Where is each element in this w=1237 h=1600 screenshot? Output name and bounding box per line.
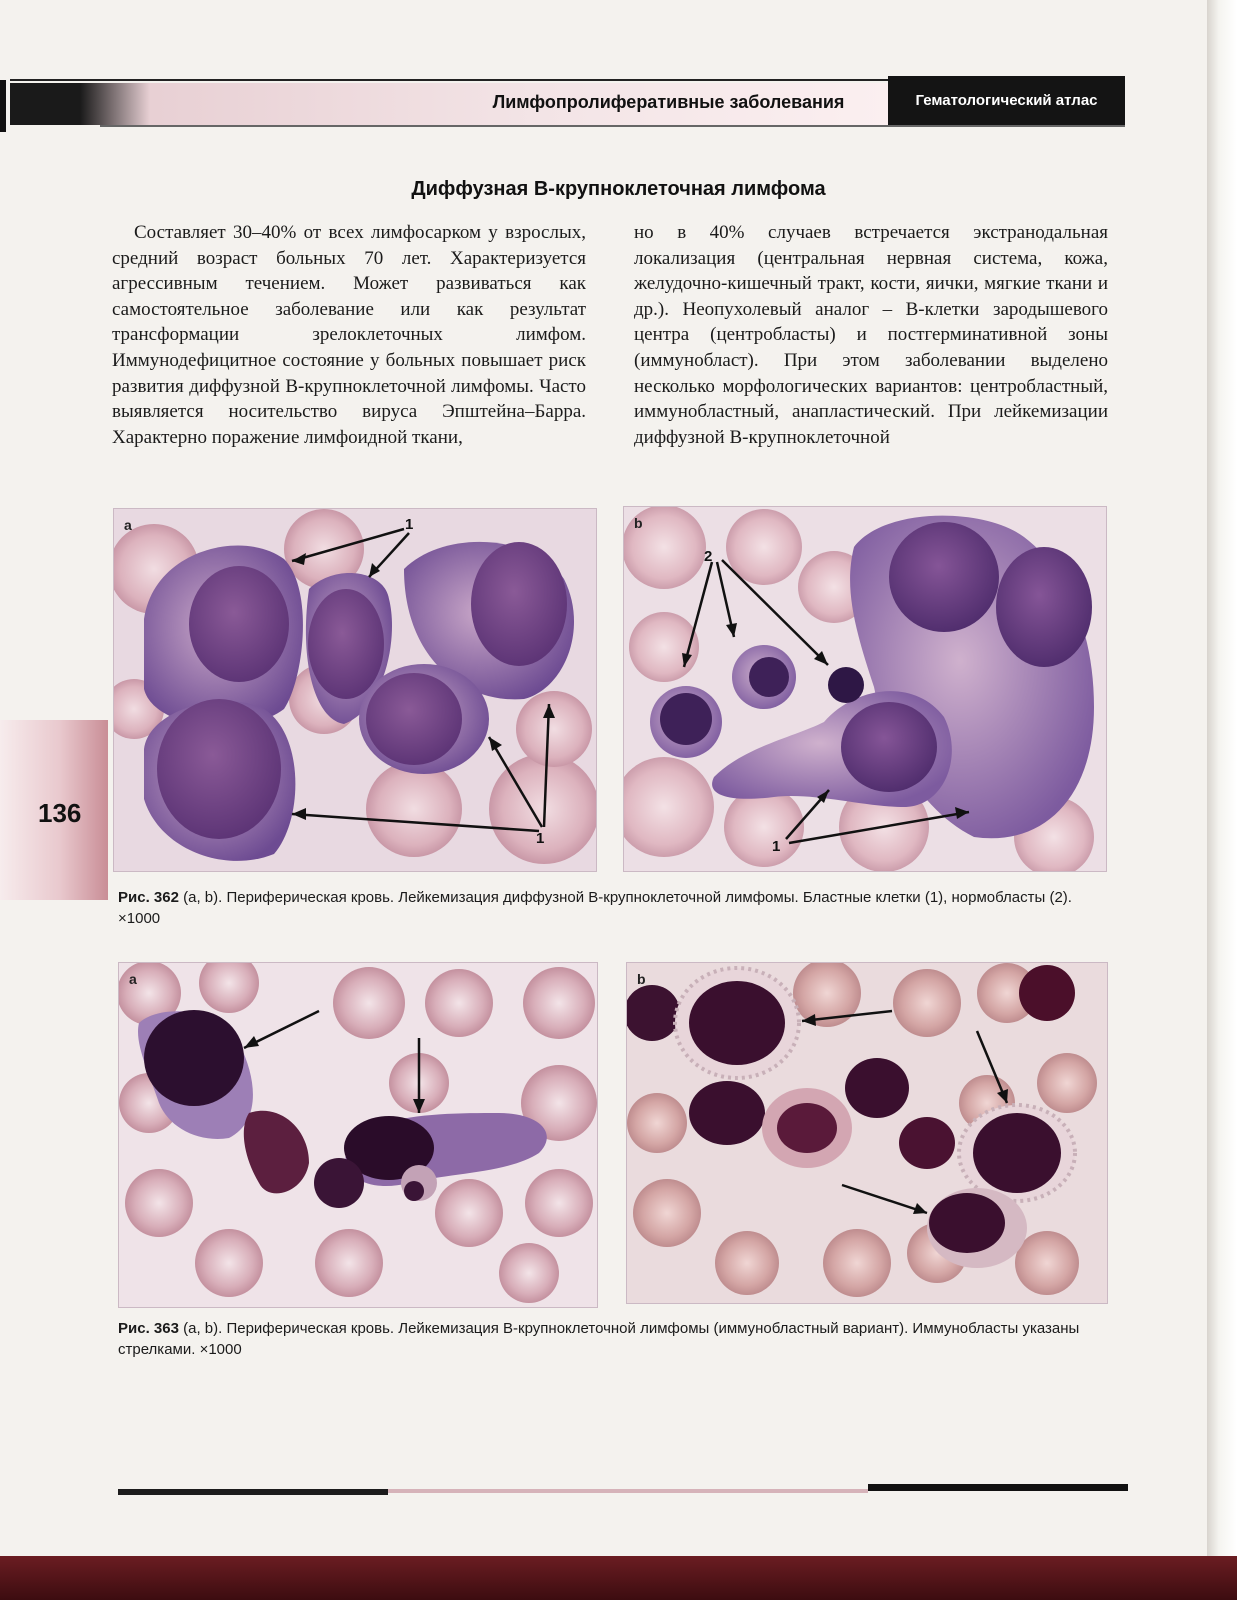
callout-1-top: 1 xyxy=(405,516,414,533)
figure-363a-label: a xyxy=(129,971,137,987)
header-underline xyxy=(100,125,1125,127)
callout-1-bottom: 1 xyxy=(536,830,545,847)
figure-362b-label: b xyxy=(634,515,643,531)
callout-2: 2 xyxy=(704,548,713,565)
footer-rule-right xyxy=(868,1484,1128,1491)
figure-362-caption xyxy=(118,887,1118,929)
footer-rule-middle xyxy=(388,1489,868,1493)
body-right-column xyxy=(634,220,1108,450)
figure-363-number: Рис. 363 xyxy=(118,1320,179,1337)
body-left-column xyxy=(112,220,586,450)
page-edge-shadow xyxy=(1207,0,1237,1600)
figure-362-number: Рис. 362 xyxy=(118,889,179,906)
figure-363-caption-text: (a, b). Периферическая кровь. Лейкемизация В-крупноклеточной лимфомы (иммунобластный вариант). Иммунобласты указаны стрелками. ×1000 xyxy=(118,1320,1080,1358)
figure-362-caption-text: (a, b). Периферическая кровь. Лейкемизация диффузной В-крупноклеточной лимфомы. Бластные клетки (1), нормобласты (2). ×1000 xyxy=(118,889,1072,927)
figure-362a-micrograph xyxy=(113,508,597,872)
figure-362b-micrograph xyxy=(623,506,1107,872)
figure-363b-label: b xyxy=(637,971,646,987)
page-number: 136 xyxy=(38,798,82,828)
figure-362a-label: a xyxy=(124,517,132,533)
figure-363a-micrograph xyxy=(118,962,598,1308)
footer-rule-left xyxy=(118,1489,388,1495)
figure-363-caption xyxy=(118,1318,1118,1360)
body-left-text: Составляет 30–40% от всех лимфосарком у взрослых, средний возраст больных 70 лет. Характеризуется агрессивным течением. Может развиваться как самостоятельное заболевание или как результат трансформации зрелоклеточных лимфом. Иммунодефицитное состояние у больных повышает риск развития диффузной В-крупноклеточной лимфомы. Часто выявляется носительство вируса Эпштейна–Барра. Характерно поражение лимфоидной ткани, xyxy=(112,222,586,448)
article-title: Диффузная В-крупноклеточная лимфома xyxy=(411,178,826,200)
section-title: Лимфопролиферативные заболевания xyxy=(492,92,845,112)
callout-1-panel-b: 1 xyxy=(772,838,781,855)
scan-bottom-band xyxy=(0,1556,1237,1600)
body-right-text: но в 40% случаев встречается экстранодальная локализация (центральная нервная система, кожа, желудочно-кишечный тракт, кости, яички, мягкие ткани и др.). Неопухолевый аналог – В-клетки зародышевого центра (центробласты) и постгерминативной зоны (иммунобласт). При этом заболевании выделено несколько морфологических вариантов: центробластный, иммунобластный, анапластический. При лейкемизации диффузной В-крупноклеточной xyxy=(634,222,1108,448)
header-top-rule xyxy=(10,79,888,81)
figure-363b-micrograph xyxy=(626,962,1108,1304)
book-title: Гематологический атлас xyxy=(915,92,1098,109)
